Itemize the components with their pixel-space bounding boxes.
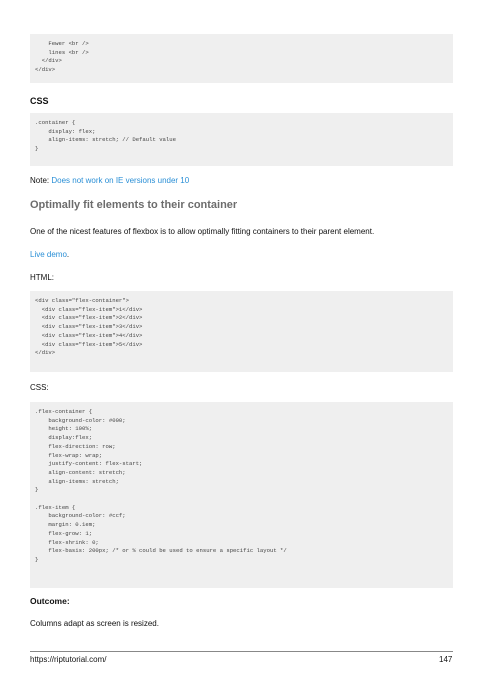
code-line: flex-direction: row; xyxy=(35,442,116,450)
footer-divider xyxy=(30,651,453,652)
footer-url[interactable]: https://riptutorial.com/ xyxy=(30,655,107,664)
code-line: flex-wrap: wrap; xyxy=(35,451,103,459)
code-line: <div class="flex-item">1</div> xyxy=(35,305,143,313)
outcome-text: Columns adapt as screen is resized. xyxy=(30,619,159,628)
css-label: CSS: xyxy=(30,383,49,392)
code-line: flex-basis: 200px; /* or % could be used to ensure a specific layout */ xyxy=(35,547,287,555)
code-line: <div class="flex-item">4</div> xyxy=(35,331,143,339)
note-prefix: Note: xyxy=(30,176,52,185)
code-line: align-items: stretch; xyxy=(35,477,119,485)
live-demo-suffix: . xyxy=(66,250,70,259)
code-line: <div class="flex-item">2</div> xyxy=(35,314,143,322)
code-line: </div> xyxy=(35,349,56,357)
code-block-css2 xyxy=(30,402,453,588)
code-line: <div class="flex-item">5</div> xyxy=(35,340,143,348)
code-line: lines <br /> xyxy=(35,48,89,56)
code-line: .flex-container { xyxy=(35,408,93,415)
code-block-css xyxy=(30,113,453,166)
note xyxy=(30,176,453,185)
code-line: align-content: stretch; xyxy=(35,468,126,476)
code-line: background-color: #ccf; xyxy=(35,512,126,520)
code-line: .flex-item { xyxy=(35,503,76,511)
code-line: height: 100%; xyxy=(35,425,93,433)
code-line: flex-grow: 1; xyxy=(35,529,93,537)
code-line: .container { xyxy=(35,119,76,126)
html-label: HTML: xyxy=(30,273,54,282)
code-line: } xyxy=(35,555,39,563)
css-heading: CSS xyxy=(30,96,49,106)
live-demo xyxy=(30,250,453,259)
code-line: justify-content: flex-start; xyxy=(35,460,143,468)
note-link[interactable]: Does not work on IE versions under 10 xyxy=(51,176,190,185)
outcome-label: Outcome: xyxy=(30,596,70,606)
code-line: background-color: #000; xyxy=(35,416,126,424)
code-block-html-end xyxy=(30,34,453,83)
intro-paragraph: One of the nicest features of flexbox is to allow optimally fitting containers to their parent element. xyxy=(30,227,375,236)
live-demo-link[interactable]: Live demo xyxy=(30,250,67,259)
code-line: </div> xyxy=(35,57,62,65)
code-line: Fewer <br /> xyxy=(35,40,89,47)
code-line: display:flex; xyxy=(35,434,93,442)
code-line: margin: 0.1em; xyxy=(35,521,96,529)
page-number: 147 xyxy=(439,655,453,664)
code-line: </div> xyxy=(35,66,56,74)
code-line: display: flex; xyxy=(35,127,96,135)
section-title: Optimally fit elements to their container xyxy=(30,199,238,211)
code-line: <div class="flex-container"> xyxy=(35,297,129,304)
code-line: } xyxy=(35,145,39,153)
code-block-html xyxy=(30,291,453,372)
code-line: flex-shrink: 0; xyxy=(35,538,99,546)
code-line: align-items: stretch; // Default value xyxy=(35,136,176,144)
code-line: } xyxy=(35,486,39,494)
code-line: <div class="flex-item">3</div> xyxy=(35,323,143,331)
